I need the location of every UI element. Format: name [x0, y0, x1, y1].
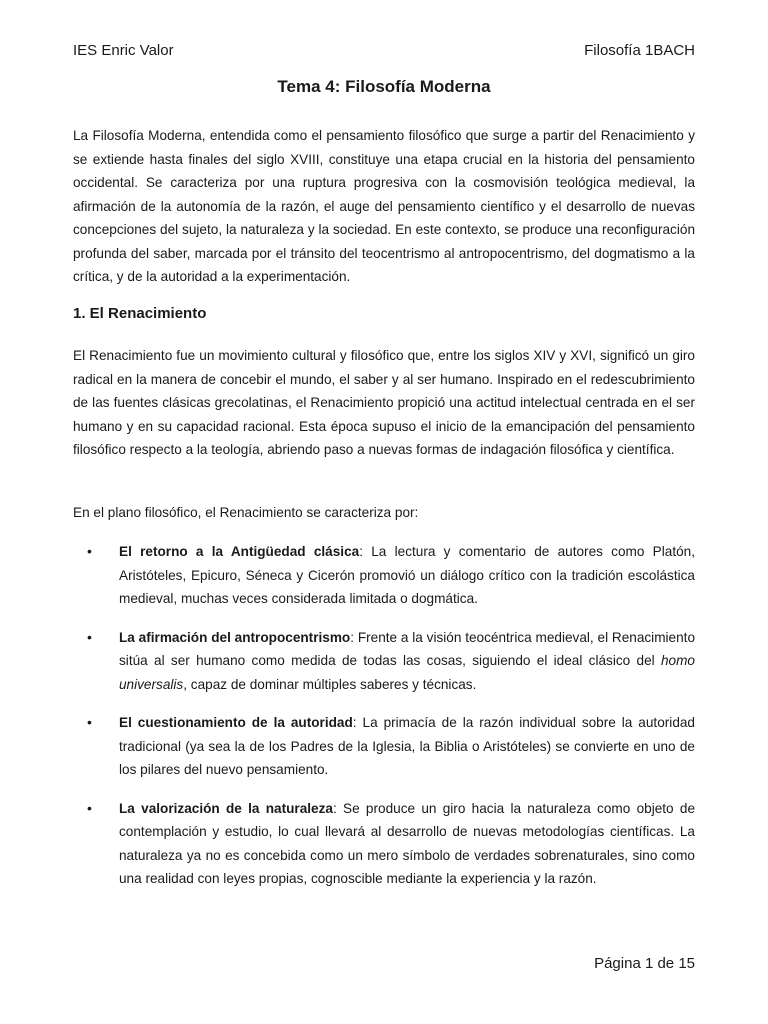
header-school: IES Enric Valor — [73, 42, 174, 59]
list-item-term: El retorno a la Antigüedad clásica — [119, 544, 360, 559]
list-item-text — [119, 540, 695, 611]
characteristics-list — [73, 540, 695, 906]
header-course: Filosofía 1BACH — [584, 42, 695, 59]
list-item-text — [119, 797, 695, 891]
list-item-description-end: , capaz de dominar múltiples saberes y técnicas. — [183, 676, 477, 692]
list-item — [73, 797, 695, 891]
list-item — [73, 626, 695, 697]
list-item-term: La valorización de la naturaleza — [119, 800, 333, 816]
list-item — [73, 711, 695, 782]
intro-paragraph: La Filosofía Moderna, entendida como el pensamiento filosófico que surge a partir del Renacimiento y se extiende hasta finales del siglo XVIII, constituye una etapa crucial en la historia del pensamiento occidental. Se caracteriza por una ruptura progresiva con la cosmovisión teológica medieval, la afirmación de la autonomía de la razón, el auge del pensamiento científico y el desarrollo de nuevas concepciones del sujeto, la naturaleza y la sociedad. En este contexto, se produce una reconfiguración profunda del saber, marcada por el tránsito del teocentrismo al antropocentrismo, del dogmatismo a la crítica, y de la autoridad a la experimentación. — [73, 128, 695, 284]
list-item-term: La afirmación del antropocentrismo — [119, 629, 351, 645]
page-title: Tema 4: Filosofía Moderna — [277, 77, 491, 96]
page-number: Página 1 de 15 — [594, 955, 695, 972]
bullet-icon: • — [87, 799, 92, 816]
list-item-text — [119, 711, 695, 782]
list-item-description: : Se produce un giro hacia la naturaleza como objeto de contemplación y estudio, lo cual llevará al desarrollo de nuevas metodologías científicas. La naturaleza ya no es concebida como un mero símbolo de verdades sobrenaturales, sino como una realidad con leyes propias, cognoscible mediante la experiencia y la razón. — [119, 800, 696, 886]
list-item-description: : La lectura y comentario de autores como Platón, Aristóteles, Epicuro, Séneca y Cicerón promovió un diálogo crítico con la tradición escolástica medieval, muchas veces considerada limitada o dogmática. — [119, 544, 695, 606]
characteristics-intro: En el plano filosófico, el Renacimiento se caracteriza por: — [73, 505, 419, 520]
renacimiento-paragraph: El Renacimiento fue un movimiento cultural y filosófico que, entre los siglos XIV y XVI, significó un giro radical en la manera de concebir el mundo, el saber y al ser humano. Inspirado en el redescubrimiento de las fuentes clásicas grecolatinas, el Renacimiento propició una actitud intelectual centrada en el ser humano y en su capacidad racional. Esta época supuso el inicio de la emancipación del pensamiento filosófico respecto a la teología, abriendo paso a nuevas formas de indagación filosófica y científica. — [73, 348, 695, 457]
list-item-text — [119, 626, 695, 697]
list-item-description: : La primacía de la razón individual sobre la autoridad tradicional (ya sea la de los Padres de la Iglesia, la Biblia o Aristóteles) se convierte en uno de los pilares del nuevo pensamiento. — [119, 715, 695, 777]
list-item — [73, 540, 695, 611]
bullet-icon: • — [87, 628, 92, 645]
bullet-icon: • — [87, 714, 92, 730]
list-item-italic: homo universalis — [119, 653, 695, 692]
list-item-term: El cuestionamiento de la autoridad — [119, 715, 353, 730]
bullet-icon: • — [87, 543, 92, 559]
list-item-description: : Frente a la visión teocéntrica medieval, el Renacimiento sitúa al ser humano como medida de todas las cosas, siguiendo el ideal clásico del — [119, 629, 696, 668]
section-heading: 1. El Renacimiento — [73, 305, 207, 322]
